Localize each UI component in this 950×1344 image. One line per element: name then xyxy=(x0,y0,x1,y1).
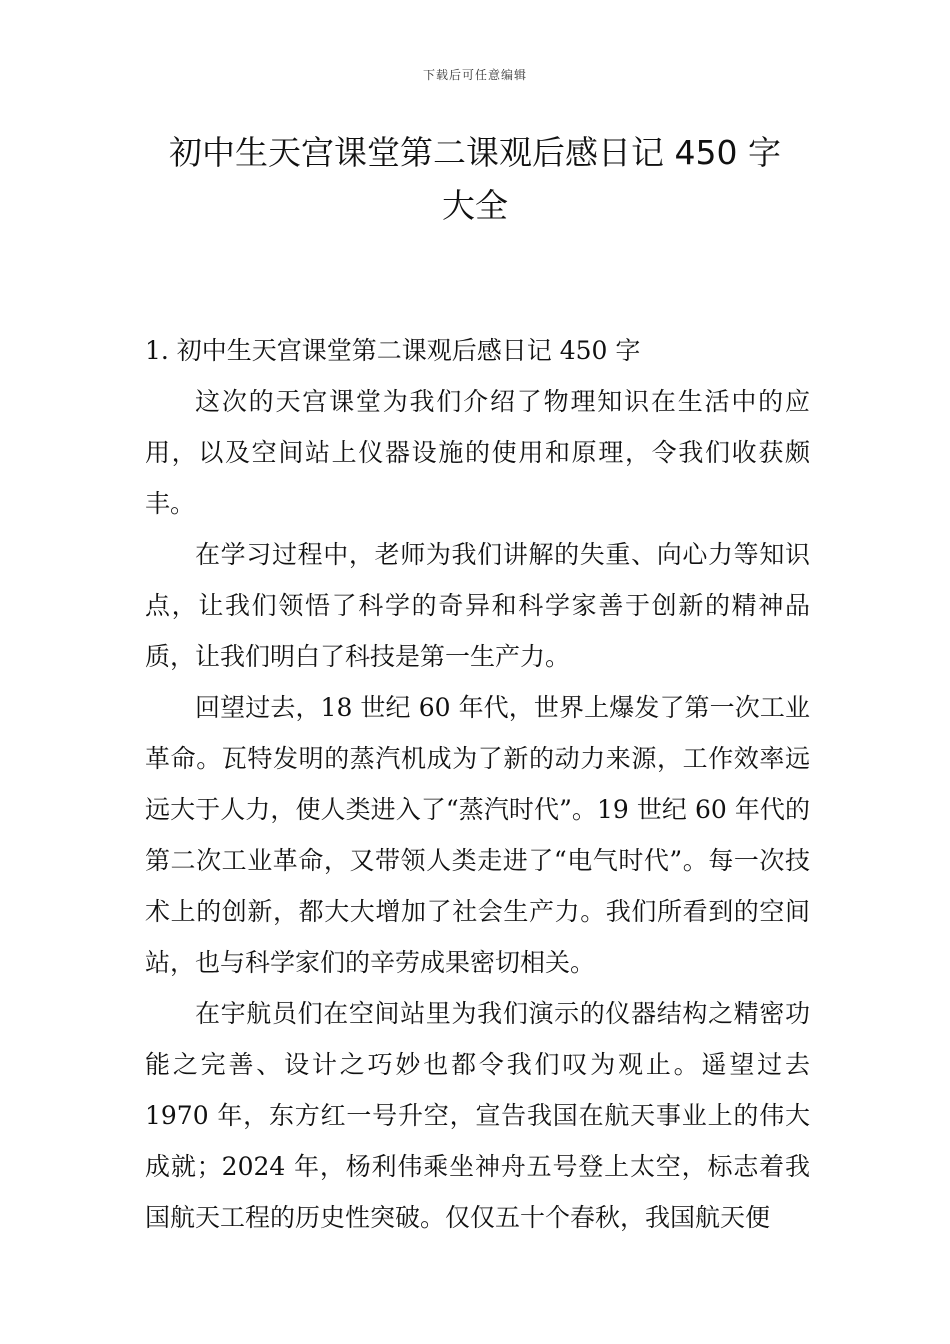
title-line-1: 初中生天宫课堂第二课观后感日记 450 字 xyxy=(169,133,781,172)
document-body xyxy=(145,325,810,1243)
title-line-2: 大全 xyxy=(442,186,508,225)
section-heading: 1. 初中生天宫课堂第二课观后感日记 450 字 xyxy=(145,336,641,365)
paragraph: 在学习过程中，老师为我们讲解的失重、向心力等知识点，让我们领悟了科学的奇异和科学家善于创新的精神品质，让我们明白了科技是第一生产力。 xyxy=(145,540,810,671)
document-title xyxy=(120,126,830,232)
paragraph: 这次的天宫课堂为我们介绍了物理知识在生活中的应用，以及空间站上仪器设施的使用和原理，令我们收获颇丰。 xyxy=(145,387,810,518)
paragraph: 在宇航员们在空间站里为我们演示的仪器结构之精密功能之完善、设计之巧妙也都令我们叹为观止。遥望过去 1970 年，东方红一号升空，宣告我国在航天事业上的伟大成就；2024 年，杨利伟乘坐神舟五号登上太空，标志着我国航天工程的历史性突破。仅仅五十个春秋，我国航天便 xyxy=(145,999,810,1232)
header-note: 下载后可任意编辑 xyxy=(422,68,527,82)
paragraph: 回望过去，18 世纪 60 年代，世界上爆发了第一次工业革命。瓦特发明的蒸汽机成为了新的动力来源，工作效率远远大于人力，使人类进入了“蒸汽时代”。19 世纪 60 年代的第二次工业革命，又带领人类走进了“电气时代”。每一次技术上的创新，都大大增加了社会生产力。我们所看到的空间站，也与科学家们的辛劳成果密切相关。 xyxy=(145,693,810,977)
